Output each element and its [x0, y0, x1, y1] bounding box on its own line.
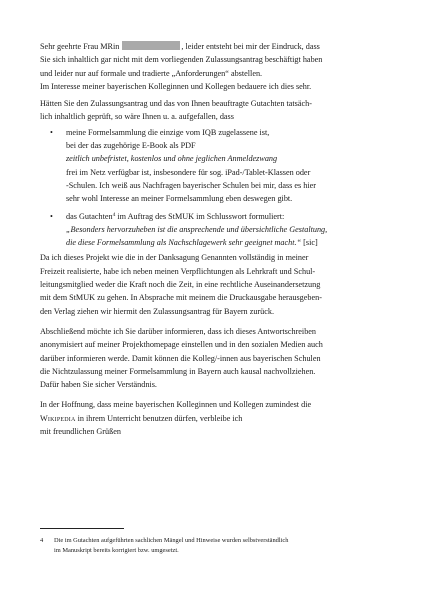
bullet-1-line-5: -Schulen. Ich weiß aus Nachfragen bayerischer Schulen bei mir, dass es hier [66, 180, 316, 190]
quote-line-2: die diese Formelsammlung als Nachschlagewerk sehr geeignet macht.“ [66, 238, 302, 248]
bullet-2-text: das Gutachten [66, 211, 113, 221]
sic-marker: [sic] [301, 238, 318, 248]
bullet-list [40, 126, 392, 250]
paragraph-3-line-2: Freizeit realisierte, habe ich neben meinen Verpflichtungen als Lehrkraft und Schul- [40, 266, 316, 276]
footnote-line-1 [40, 536, 392, 546]
paragraph-1-line-3: und leider nur auf formale und tradierte „Anforderungen“ abstellen. [40, 68, 263, 78]
paragraph-1-line-2: Sie sich inhaltlich gar nicht mit dem vorliegenden Zulassungsantrag beschäftigt haben [40, 55, 323, 65]
bullet-2-line-2 [66, 223, 392, 236]
bullet-item-2 [40, 210, 392, 250]
bullet-icon: • [50, 127, 53, 137]
bullet-1-line-6: sehr wohl Interesse an meiner Formelsammlung eben deswegen gibt. [66, 194, 293, 204]
paragraph-2-line-2: lich inhaltlich geprüft, so wäre Ihnen u. a. aufgefallen, dass [40, 112, 234, 122]
footnote-text-1: Die im Gutachten aufgeführten sachlichen Mängel und Hinweise wurden selbstverständlich [54, 537, 289, 544]
footnote-number: 4 [40, 537, 44, 544]
paragraph-2-line-1: Hätten Sie den Zulassungsantrag und das von Ihnen beauftragte Gutachten tatsäch- [40, 99, 312, 109]
paragraph-4-line-2: anonymisiert auf meiner Projekthomepage einstellen und in den sozialen Medien auch [40, 340, 323, 350]
bullet-icon: • [50, 211, 53, 221]
quote-line-1: „Besonders hervorzuheben ist die ansprechende und übersichtliche Gestaltung, [66, 224, 328, 234]
paragraph-1-line-4: Im Interesse meiner bayerischen Kolleginnen und Kollegen bedauere ich dies sehr. [40, 81, 312, 91]
paragraph-3-line-1: Da ich dieses Projekt wie die in der Danksagung Genannten vollständig in meiner [40, 253, 309, 263]
closing: mit freundlichen Grüßen [40, 427, 121, 437]
bullet-item-1 [40, 126, 392, 206]
salutation-text: Sehr geehrte Frau MRin [40, 42, 120, 51]
bullet-1-emphasis: zeitlich unbefristet, kostenlos und ohne jeglichen Anmeldezwang [66, 154, 278, 164]
paragraph-5-line-2 [40, 412, 392, 425]
salutation-continuation: , leider entsteht bei mir der Eindruck, dass [181, 42, 320, 51]
footnote-reference[interactable]: 4 [112, 211, 116, 218]
paragraph-4-line-3: darüber informieren werde. Damit können die Kolleg/-innen aus bayerischen Schulen [40, 353, 321, 363]
wikipedia-mention: Wikipedia [40, 413, 76, 423]
bullet-1-line-1: meine Formelsammlung die einzige vom IQB zugelassene ist, [66, 127, 270, 137]
bullet-1-line-4: frei im Netz verfügbar ist, insbesondere für sog. iPad-/Tablet-Klassen oder [66, 167, 311, 177]
footnote-divider [40, 528, 124, 529]
redacted-name [122, 41, 180, 50]
paragraph-3-line-3: leitungsmitglied weder die Kraft noch die Zeit, in eine rechtliche Auseinandersetzung [40, 280, 321, 290]
bullet-1-line-3 [66, 152, 392, 165]
bullet-1-line-2: bei der das zugehörige E-Book als PDF [66, 141, 196, 151]
footnote-text-2: im Manuskript bereits korrigiert bzw. umgesetzt. [54, 546, 179, 554]
paragraph-3-line-4: mit dem StMUK zu gehen. In Absprache mit meinem die Druckausgabe herausgeben- [40, 293, 322, 303]
bullet-2-text-cont: im Auftrag des StMUK im Schlusswort formuliert: [115, 211, 285, 221]
paragraph-4-line-4: die Nichtzulassung meiner Formelsammlung in Bayern auch kausal nachvollziehen. [40, 366, 316, 376]
paragraph-5-line-2-text: in ihrem Unterricht benutzen dürfen, verbleibe ich [75, 413, 243, 423]
footnote [40, 536, 392, 555]
paragraph-5-line-1: In der Hoffnung, dass meine bayerischen Kolleginnen und Kollegen zumindest die [40, 400, 312, 410]
paragraph-4-line-5: Dafür haben Sie sicher Verständnis. [40, 380, 157, 390]
bullet-2-line-1 [66, 210, 392, 223]
salutation-line [40, 40, 392, 53]
paragraph-4-line-1: Abschließend möchte ich Sie darüber informieren, dass ich dieses Antwortschreiben [40, 326, 317, 336]
letter-body [40, 40, 392, 438]
bullet-2-line-3 [66, 236, 392, 249]
paragraph-3-line-5: den Verlag ziehen wir hiermit den Zulassungsantrag für Bayern zurück. [40, 306, 275, 316]
